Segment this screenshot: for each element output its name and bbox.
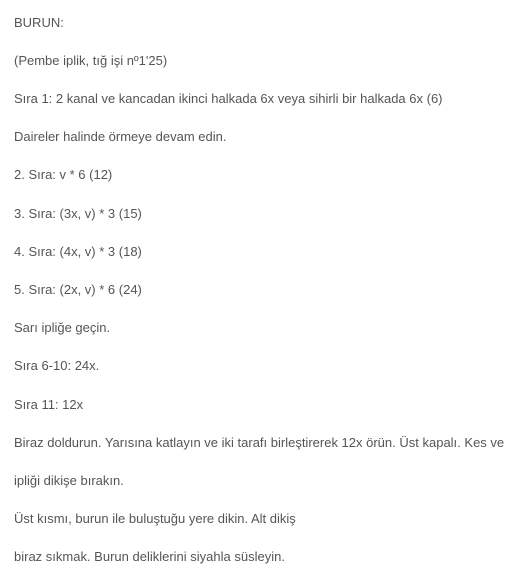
- instruction-line: Sarı ipliğe geçin.: [14, 320, 111, 335]
- instruction-line: 5. Sıra: (2x, v) * 6 (24): [14, 282, 142, 297]
- instruction-line: Üst kısmı, burun ile buluştuğu yere dikin. Alt dikiş: [14, 511, 296, 526]
- instruction-line: Daireler halinde örmeye devam edin.: [14, 129, 227, 144]
- instruction-line: ipliği dikişe bırakın.: [14, 473, 124, 488]
- section-heading: BURUN:: [14, 15, 64, 30]
- instruction-line: biraz sıkmak. Burun deliklerini siyahla süsleyin.: [14, 549, 285, 564]
- instruction-line: Sıra 1: 2 kanal ve kancadan ikinci halkada 6x veya sihirli bir halkada 6x (6): [14, 91, 443, 106]
- instruction-line: Sıra 11: 12x: [14, 397, 84, 412]
- instruction-line: Biraz doldurun. Yarısına katlayın ve iki tarafı birleştirerek 12x örün. Üst kapalı. Kes ve: [14, 435, 505, 450]
- instruction-line: 4. Sıra: (4x, v) * 3 (18): [14, 244, 142, 259]
- materials-note: (Pembe iplik, tığ işi nº1'25): [14, 53, 168, 68]
- instruction-line: 2. Sıra: v * 6 (12): [14, 167, 113, 182]
- instruction-line: Sıra 6-10: 24x.: [14, 358, 100, 373]
- instruction-line: 3. Sıra: (3x, v) * 3 (15): [14, 206, 142, 221]
